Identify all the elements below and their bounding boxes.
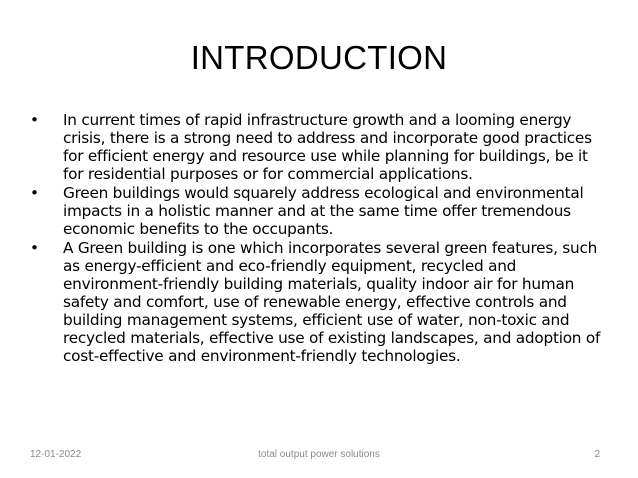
- bullet-item: [30, 239, 610, 365]
- footer-page-number: 2: [594, 449, 600, 460]
- bullet-item: [30, 184, 610, 238]
- bullet-list: [30, 111, 610, 366]
- footer-center-text: total output power solutions: [258, 449, 380, 460]
- bullet-text: Green buildings would squarely address ecological and environmental impacts in a holistic manner and at the same time offer tremendous economic benefits to the occupants.: [63, 184, 584, 238]
- slide-title: INTRODUCTION: [190, 39, 448, 76]
- bullet-text: In current times of rapid infrastructure growth and a looming energy crisis, there is a strong need to address and incorporate good practices for efficient energy and resource use while planning for buildings, be it for residential purposes or for commercial applications.: [63, 111, 592, 183]
- footer-date: 12-01-2022: [30, 449, 82, 460]
- bullet-text: A Green building is one which incorporates several green features, such as energy-efficient and eco-friendly equipment, recycled and environment-friendly building materials, quality indoor air for human safety and comfort, use of renewable energy, effective controls and building management systems, efficient use of water, non-toxic and recycled materials, effective use of existing landscapes, and adoption of cost-effective and environment-friendly technologies.: [63, 239, 601, 365]
- bullet-icon: •: [30, 111, 39, 129]
- bullet-icon: •: [30, 184, 39, 202]
- bullet-item: [30, 111, 610, 183]
- bullet-icon: •: [30, 239, 39, 257]
